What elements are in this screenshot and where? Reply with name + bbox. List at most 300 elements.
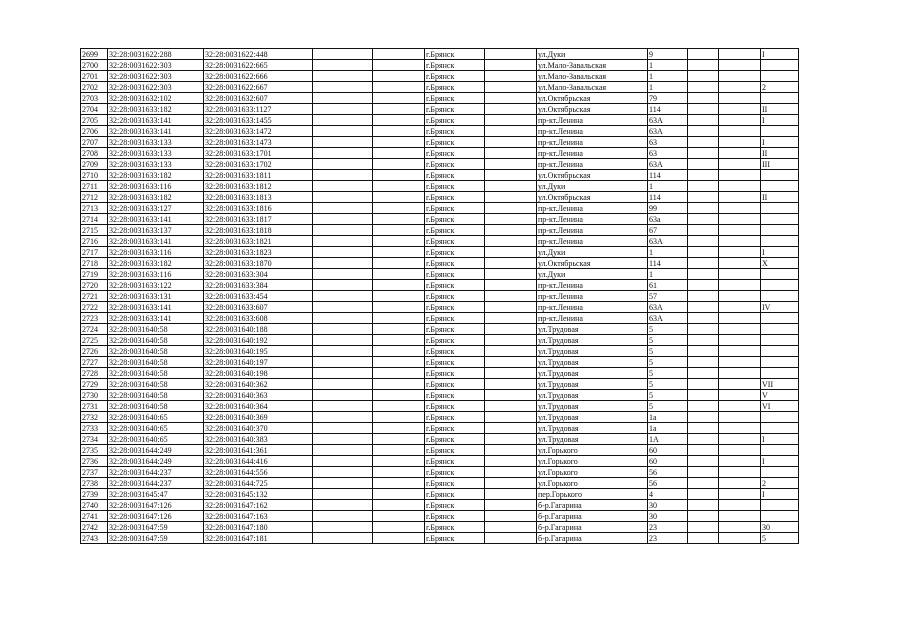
empty-cell-d [688,379,719,390]
empty-cell-e [719,203,761,214]
empty-cell-a [313,511,373,522]
table-row [81,236,799,247]
street-cell: ул.Трудовая [537,390,648,401]
street-cell: ул.Октябрьская [537,170,648,181]
object-number-cell: 32:28:0031633:608 [204,313,313,324]
table-row [81,522,799,533]
object-number-cell: 32:28:0031640:383 [204,434,313,445]
parcel-number-cell: 32:28:0031633:116 [108,181,204,192]
house-number-cell: 5 [648,368,688,379]
city-cell: г.Брянск [425,148,485,159]
empty-cell-a [313,390,373,401]
empty-cell-c [485,137,537,148]
empty-cell-d [688,236,719,247]
table-row [81,368,799,379]
empty-cell-c [485,203,537,214]
row-number-cell: 2740 [81,500,108,511]
empty-cell-a [313,280,373,291]
table-row [81,379,799,390]
empty-cell-c [485,93,537,104]
row-number-cell: 2702 [81,82,108,93]
city-cell: г.Брянск [425,159,485,170]
house-number-cell: 63 [648,148,688,159]
row-number-cell: 2728 [81,368,108,379]
city-cell: г.Брянск [425,170,485,181]
empty-cell-c [485,434,537,445]
empty-cell-e [719,247,761,258]
table-row [81,192,799,203]
empty-cell-d [688,104,719,115]
city-cell: г.Брянск [425,247,485,258]
table-row [81,500,799,511]
empty-cell-b [373,533,425,544]
object-number-cell: 32:28:0031633:304 [204,269,313,280]
table-row [81,82,799,93]
row-number-cell: 2733 [81,423,108,434]
empty-cell-d [688,313,719,324]
empty-cell-a [313,159,373,170]
street-cell: ул.Трудовая [537,434,648,445]
street-cell: б-р.Гагарина [537,522,648,533]
empty-cell-c [485,71,537,82]
empty-cell-a [313,346,373,357]
empty-cell-e [719,104,761,115]
empty-cell-c [485,368,537,379]
table-row [81,49,799,60]
empty-cell-e [719,423,761,434]
empty-cell-d [688,258,719,269]
house-number-cell: 114 [648,258,688,269]
unit-cell: I [761,456,799,467]
row-number-cell: 2732 [81,412,108,423]
empty-cell-b [373,137,425,148]
empty-cell-e [719,137,761,148]
empty-cell-b [373,291,425,302]
empty-cell-b [373,368,425,379]
empty-cell-a [313,478,373,489]
house-number-cell: 5 [648,324,688,335]
empty-cell-b [373,159,425,170]
house-number-cell: 63А [648,302,688,313]
row-number-cell: 2736 [81,456,108,467]
empty-cell-d [688,93,719,104]
city-cell: г.Брянск [425,269,485,280]
empty-cell-c [485,357,537,368]
row-number-cell: 2737 [81,467,108,478]
empty-cell-c [485,247,537,258]
table-row [81,335,799,346]
empty-cell-d [688,247,719,258]
unit-cell: I [761,489,799,500]
street-cell: ул.Дуки [537,269,648,280]
empty-cell-d [688,192,719,203]
parcel-number-cell: 32:28:0031647:126 [108,500,204,511]
parcel-number-cell: 32:28:0031647:59 [108,533,204,544]
object-number-cell: 32:28:0031633:1821 [204,236,313,247]
registry-body [81,49,799,544]
parcel-number-cell: 32:28:0031633:141 [108,236,204,247]
object-number-cell: 32:28:0031640:362 [204,379,313,390]
empty-cell-c [485,192,537,203]
street-cell: б-р.Гагарина [537,511,648,522]
row-number-cell: 2734 [81,434,108,445]
street-cell: пр-кт.Ленина [537,137,648,148]
empty-cell-b [373,412,425,423]
object-number-cell: 32:28:0031645:132 [204,489,313,500]
empty-cell-b [373,126,425,137]
city-cell: г.Брянск [425,445,485,456]
empty-cell-c [485,390,537,401]
empty-cell-e [719,390,761,401]
empty-cell-a [313,203,373,214]
empty-cell-b [373,104,425,115]
unit-cell: VII [761,379,799,390]
row-number-cell: 2709 [81,159,108,170]
unit-cell [761,280,799,291]
unit-cell: I [761,247,799,258]
table-row [81,170,799,181]
object-number-cell: 32:28:0031633:1816 [204,203,313,214]
city-cell: г.Брянск [425,357,485,368]
house-number-cell: 5 [648,357,688,368]
street-cell: б-р.Гагарина [537,533,648,544]
empty-cell-b [373,357,425,368]
city-cell: г.Брянск [425,71,485,82]
table-row [81,324,799,335]
city-cell: г.Брянск [425,192,485,203]
empty-cell-b [373,280,425,291]
city-cell: г.Брянск [425,390,485,401]
empty-cell-d [688,434,719,445]
empty-cell-c [485,291,537,302]
city-cell: г.Брянск [425,49,485,60]
empty-cell-d [688,335,719,346]
row-number-cell: 2721 [81,291,108,302]
empty-cell-e [719,401,761,412]
object-number-cell: 32:28:0031644:416 [204,456,313,467]
empty-cell-a [313,126,373,137]
parcel-number-cell: 32:28:0031640:58 [108,401,204,412]
empty-cell-a [313,335,373,346]
empty-cell-c [485,269,537,280]
object-number-cell: 32:28:0031644:725 [204,478,313,489]
empty-cell-c [485,170,537,181]
house-number-cell: 1 [648,269,688,280]
house-number-cell: 63А [648,115,688,126]
empty-cell-c [485,60,537,71]
empty-cell-b [373,335,425,346]
empty-cell-a [313,357,373,368]
empty-cell-c [485,511,537,522]
city-cell: г.Брянск [425,302,485,313]
empty-cell-b [373,269,425,280]
house-number-cell: 5 [648,379,688,390]
object-number-cell: 32:28:0031633:1823 [204,247,313,258]
street-cell: ул.Октябрьская [537,93,648,104]
house-number-cell: 61 [648,280,688,291]
city-cell: г.Брянск [425,236,485,247]
row-number-cell: 2731 [81,401,108,412]
unit-cell [761,346,799,357]
table-row [81,401,799,412]
city-cell: г.Брянск [425,368,485,379]
empty-cell-d [688,533,719,544]
row-number-cell: 2705 [81,115,108,126]
parcel-number-cell: 32:28:0031644:249 [108,445,204,456]
empty-cell-c [485,126,537,137]
empty-cell-b [373,115,425,126]
unit-cell [761,236,799,247]
street-cell: ул.Горького [537,456,648,467]
empty-cell-a [313,456,373,467]
unit-cell: 2 [761,82,799,93]
empty-cell-e [719,346,761,357]
object-number-cell: 32:28:0031640:363 [204,390,313,401]
empty-cell-a [313,302,373,313]
parcel-number-cell: 32:28:0031633:133 [108,159,204,170]
empty-cell-d [688,467,719,478]
unit-cell [761,93,799,104]
empty-cell-d [688,159,719,170]
city-cell: г.Брянск [425,434,485,445]
empty-cell-e [719,269,761,280]
table-row [81,291,799,302]
row-number-cell: 2723 [81,313,108,324]
house-number-cell: 63А [648,313,688,324]
street-cell: ул.Трудовая [537,401,648,412]
city-cell: г.Брянск [425,115,485,126]
empty-cell-c [485,522,537,533]
empty-cell-d [688,489,719,500]
empty-cell-d [688,456,719,467]
object-number-cell: 32:28:0031640:364 [204,401,313,412]
table-row [81,390,799,401]
table-row [81,126,799,137]
table-row [81,60,799,71]
parcel-number-cell: 32:28:0031633:133 [108,137,204,148]
parcel-number-cell: 32:28:0031622:303 [108,82,204,93]
empty-cell-a [313,170,373,181]
object-number-cell: 32:28:0031622:666 [204,71,313,82]
object-number-cell: 32:28:0031640:370 [204,423,313,434]
parcel-number-cell: 32:28:0031633:116 [108,247,204,258]
empty-cell-d [688,214,719,225]
row-number-cell: 2738 [81,478,108,489]
unit-cell: X [761,258,799,269]
street-cell: ул.Трудовая [537,379,648,390]
empty-cell-e [719,445,761,456]
empty-cell-e [719,467,761,478]
registry-sheet [80,48,799,544]
empty-cell-b [373,379,425,390]
object-number-cell: 32:28:0031633:1472 [204,126,313,137]
city-cell: г.Брянск [425,313,485,324]
unit-cell [761,60,799,71]
table-row [81,258,799,269]
city-cell: г.Брянск [425,412,485,423]
empty-cell-c [485,335,537,346]
street-cell: ул.Октябрьская [537,104,648,115]
parcel-number-cell: 32:28:0031633:182 [108,192,204,203]
table-row [81,148,799,159]
house-number-cell: 60 [648,456,688,467]
city-cell: г.Брянск [425,82,485,93]
table-row [81,214,799,225]
empty-cell-e [719,324,761,335]
parcel-number-cell: 32:28:0031640:65 [108,423,204,434]
table-row [81,489,799,500]
empty-cell-c [485,181,537,192]
empty-cell-d [688,412,719,423]
parcel-number-cell: 32:28:0031644:249 [108,456,204,467]
unit-cell [761,467,799,478]
parcel-number-cell: 32:28:0031622:303 [108,60,204,71]
empty-cell-d [688,49,719,60]
table-row [81,434,799,445]
empty-cell-b [373,423,425,434]
table-row [81,478,799,489]
city-cell: г.Брянск [425,489,485,500]
empty-cell-a [313,247,373,258]
empty-cell-a [313,500,373,511]
unit-cell [761,357,799,368]
house-number-cell: 23 [648,533,688,544]
empty-cell-d [688,522,719,533]
empty-cell-b [373,203,425,214]
row-number-cell: 2708 [81,148,108,159]
empty-cell-e [719,335,761,346]
house-number-cell: 1а [648,423,688,434]
street-cell: пр-кт.Ленина [537,115,648,126]
parcel-number-cell: 32:28:0031633:131 [108,291,204,302]
city-cell: г.Брянск [425,324,485,335]
empty-cell-d [688,82,719,93]
house-number-cell: 114 [648,192,688,203]
row-number-cell: 2706 [81,126,108,137]
empty-cell-d [688,148,719,159]
row-number-cell: 2725 [81,335,108,346]
street-cell: ул.Горького [537,445,648,456]
house-number-cell: 114 [648,170,688,181]
unit-cell: II [761,104,799,115]
empty-cell-b [373,302,425,313]
row-number-cell: 2707 [81,137,108,148]
parcel-number-cell: 32:28:0031633:182 [108,258,204,269]
empty-cell-c [485,82,537,93]
empty-cell-c [485,214,537,225]
empty-cell-a [313,533,373,544]
empty-cell-b [373,467,425,478]
empty-cell-d [688,115,719,126]
table-row [81,104,799,115]
table-row [81,511,799,522]
street-cell: пр-кт.Ленина [537,291,648,302]
parcel-number-cell: 32:28:0031640:65 [108,434,204,445]
row-number-cell: 2716 [81,236,108,247]
street-cell: пр-кт.Ленина [537,203,648,214]
street-cell: ул.Горького [537,478,648,489]
table-row [81,137,799,148]
city-cell: г.Брянск [425,126,485,137]
empty-cell-b [373,49,425,60]
registry-table [80,48,799,544]
empty-cell-a [313,115,373,126]
city-cell: г.Брянск [425,104,485,115]
empty-cell-d [688,445,719,456]
house-number-cell: 1 [648,82,688,93]
empty-cell-d [688,126,719,137]
city-cell: г.Брянск [425,291,485,302]
empty-cell-e [719,214,761,225]
parcel-number-cell: 32:28:0031640:58 [108,390,204,401]
object-number-cell: 32:28:0031640:188 [204,324,313,335]
empty-cell-d [688,170,719,181]
object-number-cell: 32:28:0031633:1818 [204,225,313,236]
city-cell: г.Брянск [425,522,485,533]
empty-cell-c [485,445,537,456]
empty-cell-a [313,71,373,82]
row-number-cell: 2720 [81,280,108,291]
unit-cell: II [761,148,799,159]
table-row [81,247,799,258]
empty-cell-a [313,269,373,280]
table-row [81,203,799,214]
empty-cell-d [688,357,719,368]
empty-cell-c [485,302,537,313]
table-row [81,225,799,236]
empty-cell-a [313,412,373,423]
city-cell: г.Брянск [425,467,485,478]
empty-cell-b [373,478,425,489]
empty-cell-a [313,368,373,379]
city-cell: г.Брянск [425,335,485,346]
empty-cell-a [313,236,373,247]
city-cell: г.Брянск [425,214,485,225]
street-cell: ул.Дуки [537,49,648,60]
empty-cell-d [688,181,719,192]
unit-cell [761,324,799,335]
row-number-cell: 2703 [81,93,108,104]
object-number-cell: 32:28:0031647:162 [204,500,313,511]
row-number-cell: 2712 [81,192,108,203]
empty-cell-b [373,390,425,401]
parcel-number-cell: 32:28:0031632:102 [108,93,204,104]
object-number-cell: 32:28:0031633:1701 [204,148,313,159]
parcel-number-cell: 32:28:0031633:127 [108,203,204,214]
street-cell: пр-кт.Ленина [537,280,648,291]
empty-cell-e [719,126,761,137]
unit-cell: IV [761,302,799,313]
empty-cell-a [313,181,373,192]
empty-cell-e [719,192,761,203]
table-row [81,423,799,434]
house-number-cell: 56 [648,478,688,489]
parcel-number-cell: 32:28:0031640:58 [108,357,204,368]
table-row [81,159,799,170]
table-row [81,445,799,456]
unit-cell [761,181,799,192]
city-cell: г.Брянск [425,60,485,71]
empty-cell-e [719,170,761,181]
empty-cell-e [719,181,761,192]
street-cell: ул.Трудовая [537,423,648,434]
empty-cell-c [485,456,537,467]
object-number-cell: 32:28:0031641:361 [204,445,313,456]
empty-cell-e [719,489,761,500]
city-cell: г.Брянск [425,181,485,192]
object-number-cell: 32:28:0031633:1455 [204,115,313,126]
row-number-cell: 2729 [81,379,108,390]
